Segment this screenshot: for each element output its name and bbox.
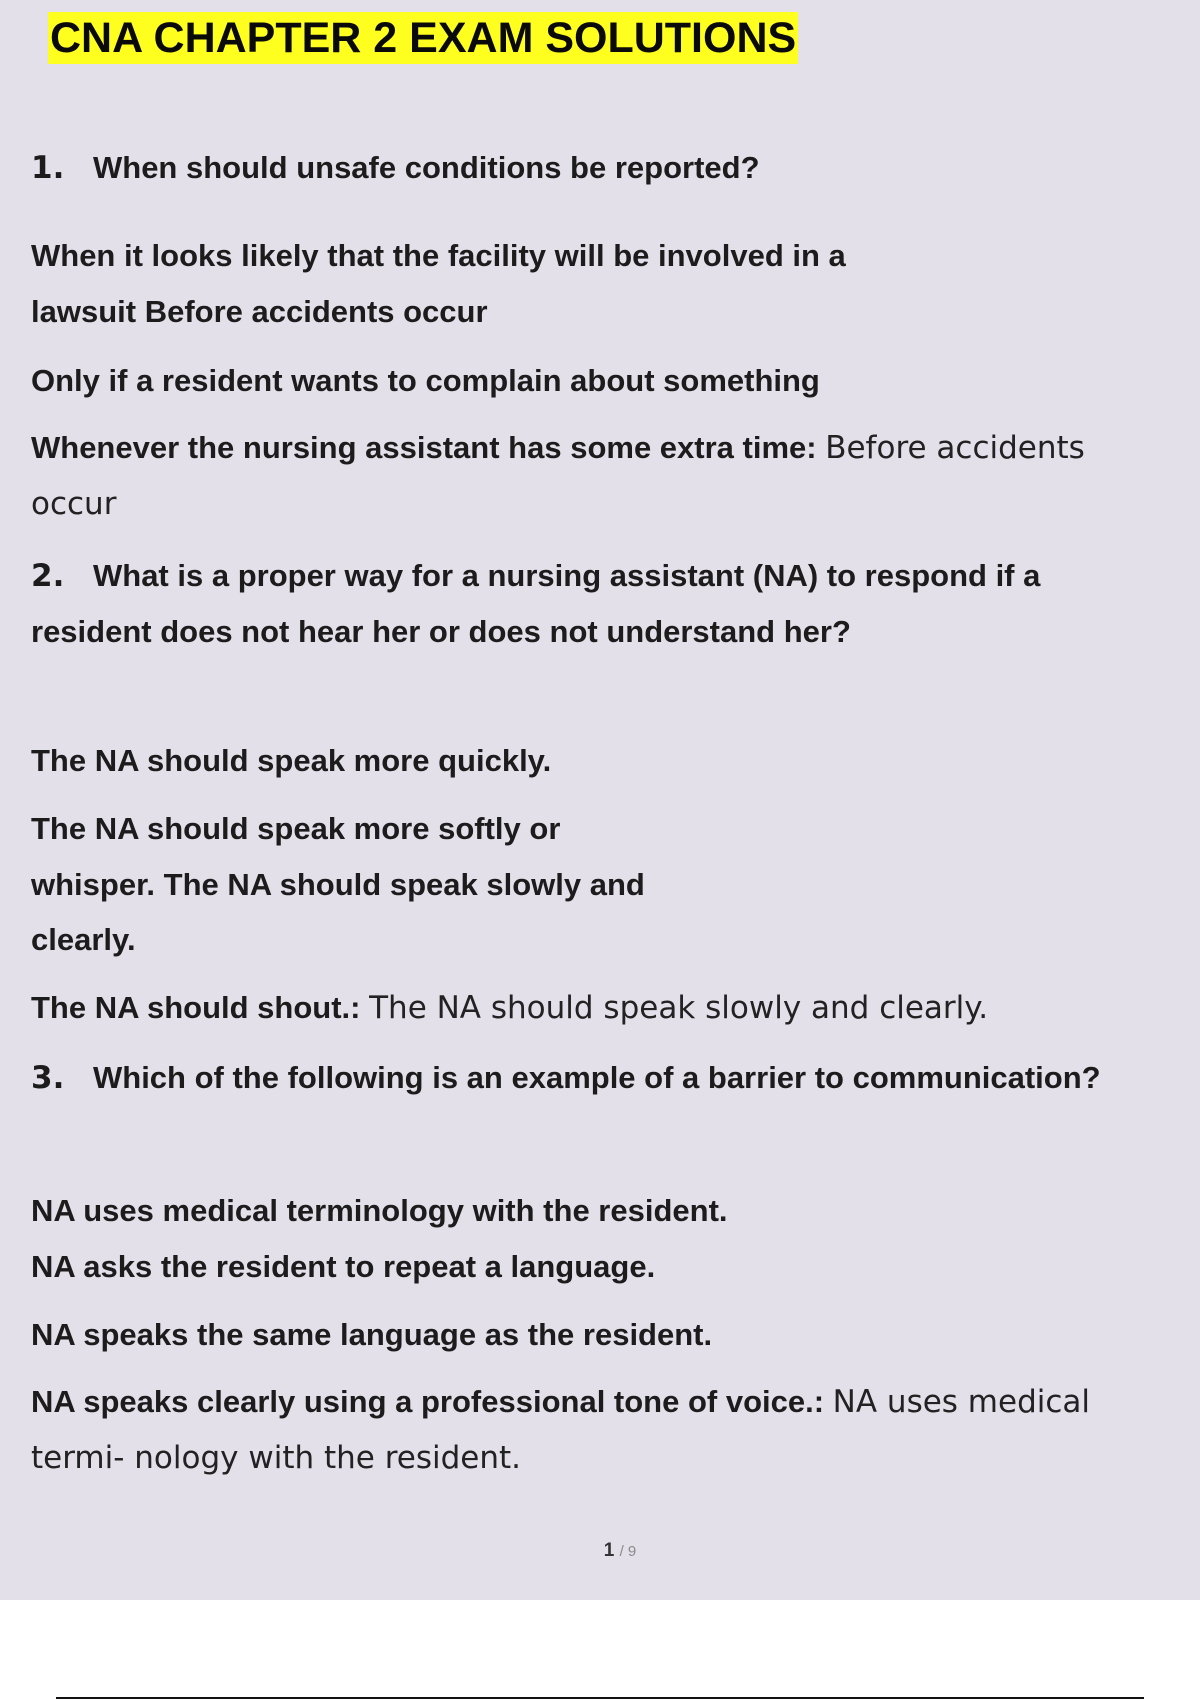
question-1-text: When should unsafe conditions be reported? (93, 150, 760, 185)
question-2-option: whisper. The NA should speak slowly and (31, 867, 645, 902)
question-1-option: Only if a resident wants to complain about something (31, 363, 820, 398)
question-1-option: lawsuit Before accidents occur (31, 294, 488, 329)
page-total: / 9 (619, 1543, 637, 1560)
question-3-answer-line (31, 1382, 1090, 1422)
question-2-option: The NA should speak more softly or (31, 811, 561, 846)
question-2 (31, 556, 1040, 596)
question-3-number: 3. (31, 1060, 65, 1096)
question-1-answer-line (31, 428, 1085, 468)
question-3-option: NA speaks clearly using a professional tone of voice.: (31, 1384, 825, 1419)
page-current: 1 (603, 1540, 615, 1561)
question-1-option: When it looks likely that the facility will be involved in a (31, 238, 846, 273)
question-2-option: The NA should shout.: (31, 990, 361, 1025)
document-title: CNA CHAPTER 2 EXAM SOLUTIONS (50, 14, 797, 62)
question-3-text: Which of the following is an example of a barrier to communication? (93, 1060, 1101, 1095)
question-1-answer-continued: occur (31, 486, 117, 522)
question-2-text-continued: resident does not hear her or does not understand her? (31, 614, 851, 649)
question-3 (31, 1058, 1101, 1098)
question-1 (31, 148, 760, 188)
question-2-option: clearly. (31, 922, 136, 957)
question-2-answer-line (31, 988, 988, 1028)
question-3-answer: NA uses medical (832, 1384, 1091, 1420)
question-3-option: NA speaks the same language as the resident. (31, 1317, 713, 1352)
question-2-option: The NA should speak more quickly. (31, 743, 552, 778)
question-2-text: What is a proper way for a nursing assistant (NA) to respond if a (93, 558, 1041, 593)
next-page-divider (56, 1697, 1144, 1699)
question-3-option: NA uses medical terminology with the resident. (31, 1193, 728, 1228)
question-1-option: Whenever the nursing assistant has some extra time: (31, 430, 817, 465)
question-2-number: 2. (31, 558, 65, 594)
question-1-answer: Before accidents (825, 430, 1085, 466)
question-2-answer: The NA should speak slowly and clearly. (369, 990, 989, 1026)
question-3-option: NA asks the resident to repeat a language. (31, 1249, 656, 1284)
question-1-number: 1. (31, 150, 65, 186)
question-3-answer-continued: termi- nology with the resident. (31, 1440, 522, 1476)
page-indicator (0, 1540, 1200, 1562)
